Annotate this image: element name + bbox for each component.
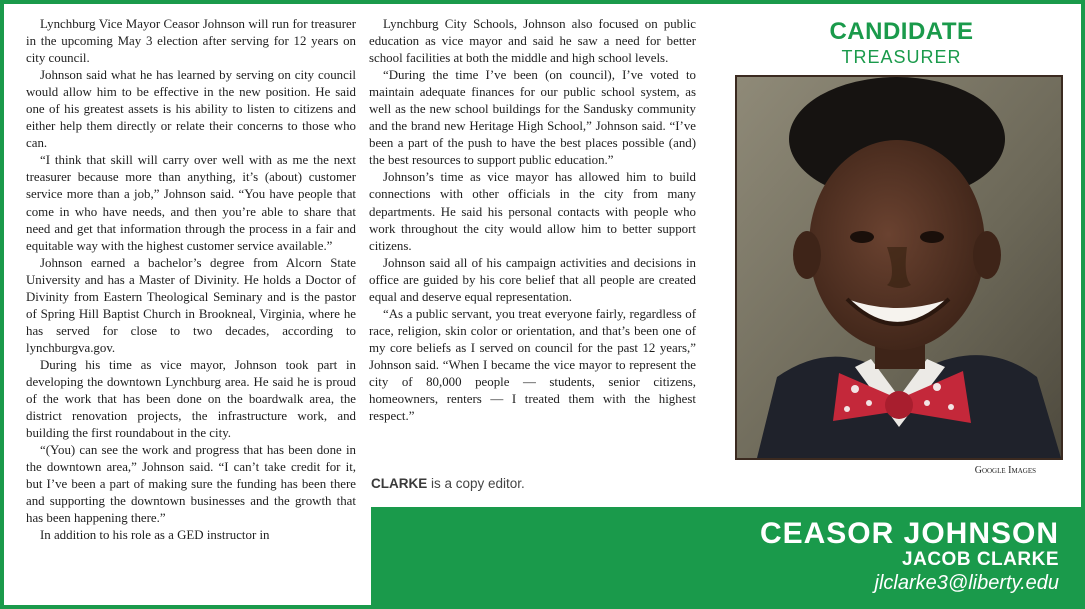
author-email: jlclarke3@liberty.edu [874,572,1059,594]
author-note-name: CLARKE [371,476,428,491]
title-banner [371,507,1085,609]
author-name: JACOB CLARKE [902,549,1059,570]
article-paragraph: Lynchburg Vice Mayor Ceasor Johnson will run for treasurer in the upcoming May 3 election after serving for 12 years on city council. [26,17,356,66]
article-paragraph: In addition to his role as a GED instructor in [40,528,270,543]
author-note [371,476,525,491]
candidate-header [739,18,1064,68]
photo-credit: Google Images [974,465,1036,476]
article-paragraph: Johnson said what he has learned by serving on city council would allow him to be effective in the new position. He said one of his greatest assets is his ability to listen to citizens and either help them directly or relate their concerns to those who can. [26,68,356,151]
candidate-name: CEASOR JOHNSON [759,517,1059,550]
article-paragraph: “I think that skill will carry over well with as me the next treasurer because more than anything, it’s (about) customer service more than a job,” Johnson said. “You have people that come in who have needs, and then you’re able to share that need and get that information through the process in a fair and equitable way with the highest customer service available.” [26,153,356,253]
portrait-illustration [737,77,1061,458]
article-paragraph: Lynchburg City Schools, Johnson also focused on public education as vice mayor and said he saw a need for better school facilities at both the middle and high school levels. [369,17,696,66]
candidate-photo [735,75,1063,460]
article-paragraph: Johnson earned a bachelor’s degree from Alcorn State University and has a Master of Divinity. He holds a Doctor of Divinity from Eastern Theological Seminary and is the pastor of Spring Hill Baptist Church in Brookneal, Virginia, where he has served for close to two decades, according to lynchburgva.gov. [26,255,356,355]
article-column-left [26,16,356,544]
left-eye [850,231,874,243]
article-paragraph: Johnson said all of his campaign activities and decisions in office are guided by his core belief that all people are created equal and deserve equal representation. [369,255,696,304]
article-column-middle [369,16,696,425]
article-paragraph: “During the time I’ve been (on council), I’ve voted to maintain adequate finances for our public school system, as well as the new school buildings for the Sandusky community and the brand new Heritage High School,” Johnson said. “I’ve been a part of the push to have the best places possible (and) the best resources to support public education.” [369,68,696,168]
right-ear [973,231,1001,279]
article-paragraph: “As a public servant, you treat everyone fairly, regardless of race, religion, skin color or orientation, and that’s been one of my core beliefs as I served on council for the past 12 years,” Johnson said. “When I became the vice mayor to represent the city of 80,000 people — students, senior citizens, homeowners, renters — I treated them with the highest respect.” [369,306,696,424]
candidate-label: CANDIDATE [829,18,974,45]
author-note-text: is a copy editor. [427,476,525,491]
article-paragraph: “(You) can see the work and progress that has been done in the downtown area,” Johnson said. “I can’t take credit for it, but I’ve been a part of making sure the funding has been there and supporting the downtown businesses and the growth that has been happening there.” [26,443,356,526]
candidate-role: TREASURER [841,47,962,67]
article-paragraph: Johnson’s time as vice mayor has allowed him to build connections with other officials in the city from many departments. He said his personal contacts with people who work throughout the city would allow him to better support citizens. [369,170,696,253]
left-ear [793,231,821,279]
right-eye [920,231,944,243]
article-paragraph: During his time as vice mayor, Johnson took part in developing the downtown Lynchburg area. He said he is proud of the work that has been done on the boardwalk area, the district renovation projects, the infrastructure work, and building the first roundabout in the city. [26,357,356,441]
